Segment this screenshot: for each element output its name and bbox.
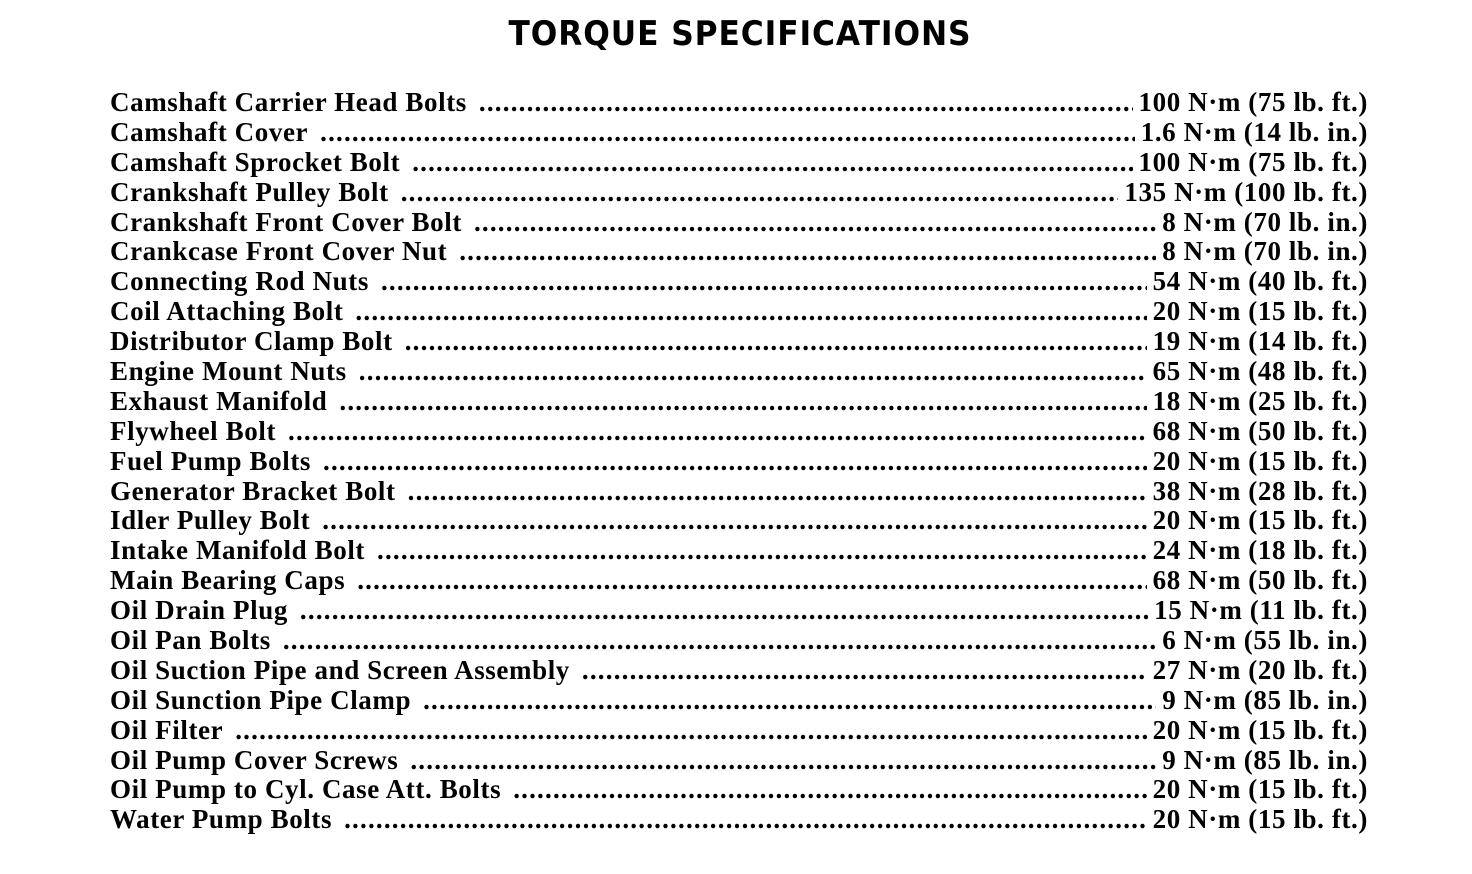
spec-row xyxy=(110,327,1368,357)
spec-name: Crankshaft Pulley Bolt xyxy=(110,176,389,207)
spec-name: Oil Sunction Pipe Clamp xyxy=(110,684,412,715)
spec-value: 18 N·m (25 lb. ft.) xyxy=(1152,385,1368,416)
dot-leader xyxy=(323,447,1147,477)
dot-leader xyxy=(235,716,1146,746)
spec-name: Flywheel Bolt xyxy=(110,415,277,446)
dot-leader xyxy=(283,626,1156,656)
spec-name: Engine Mount Nuts xyxy=(110,356,347,387)
dot-leader xyxy=(459,237,1156,267)
spec-row xyxy=(110,297,1368,327)
spec-name: Oil Pump Cover Screws xyxy=(110,744,399,775)
spec-row xyxy=(110,626,1368,656)
spec-row xyxy=(110,656,1368,686)
dot-leader xyxy=(412,148,1132,178)
spec-row xyxy=(110,805,1368,835)
spec-row xyxy=(110,387,1368,417)
page-title: TORQUE SPECIFICATIONS xyxy=(508,14,972,54)
spec-name: Crankcase Front Cover Nut xyxy=(110,236,448,267)
dot-leader xyxy=(359,357,1147,387)
dot-leader xyxy=(344,805,1147,835)
spec-value: 20 N·m (15 lb. ft.) xyxy=(1152,774,1368,805)
dot-leader xyxy=(300,596,1148,626)
spec-name: Oil Pan Bolts xyxy=(110,625,271,656)
dot-leader xyxy=(381,267,1147,297)
spec-name: Oil Filter xyxy=(110,714,224,745)
dot-leader xyxy=(408,477,1147,507)
spec-name: Idler Pulley Bolt xyxy=(110,505,311,536)
spec-row xyxy=(110,506,1368,536)
spec-name: Oil Drain Plug xyxy=(110,595,288,626)
spec-name: Camshaft Cover xyxy=(110,116,309,147)
spec-value: 20 N·m (15 lb. ft.) xyxy=(1152,714,1368,745)
spec-value: 68 N·m (50 lb. ft.) xyxy=(1152,565,1368,596)
dot-leader xyxy=(355,297,1146,327)
spec-name: Crankshaft Front Cover Bolt xyxy=(110,206,462,237)
dot-leader xyxy=(320,118,1135,148)
spec-value: 6 N·m (55 lb. in.) xyxy=(1162,625,1368,656)
spec-name: Generator Bracket Bolt xyxy=(110,475,396,506)
torque-spec-list xyxy=(110,88,1368,835)
spec-value: 68 N·m (50 lb. ft.) xyxy=(1152,415,1368,446)
dot-leader xyxy=(423,686,1156,716)
spec-value: 65 N·m (48 lb. ft.) xyxy=(1152,356,1368,387)
dot-leader xyxy=(582,656,1147,686)
spec-name: Distributor Clamp Bolt xyxy=(110,326,393,357)
spec-name: Camshaft Sprocket Bolt xyxy=(110,146,401,177)
dot-leader xyxy=(288,417,1147,447)
spec-name: Fuel Pump Bolts xyxy=(110,445,312,476)
spec-name: Main Bearing Caps xyxy=(110,565,346,596)
spec-value: 9 N·m (85 lb. in.) xyxy=(1162,684,1368,715)
spec-row xyxy=(110,536,1368,566)
spec-name: Oil Pump to Cyl. Case Att. Bolts xyxy=(110,774,502,805)
spec-row xyxy=(110,716,1368,746)
dot-leader xyxy=(322,506,1146,536)
spec-value: 20 N·m (15 lb. ft.) xyxy=(1152,445,1368,476)
dot-leader xyxy=(474,208,1156,238)
spec-name: Coil Attaching Bolt xyxy=(110,296,344,327)
spec-value: 135 N·m (100 lb. ft.) xyxy=(1124,176,1368,207)
spec-row xyxy=(110,237,1368,267)
spec-value: 27 N·m (20 lb. ft.) xyxy=(1152,654,1368,685)
spec-row xyxy=(110,775,1368,805)
dot-leader xyxy=(479,88,1133,118)
spec-row xyxy=(110,596,1368,626)
spec-row xyxy=(110,178,1368,208)
spec-value: 100 N·m (75 lb. ft.) xyxy=(1138,146,1368,177)
spec-name: Camshaft Carrier Head Bolts xyxy=(110,87,467,117)
spec-value: 100 N·m (75 lb. ft.) xyxy=(1138,87,1368,117)
spec-row xyxy=(110,88,1368,118)
spec-value: 24 N·m (18 lb. ft.) xyxy=(1152,535,1368,566)
spec-name: Connecting Rod Nuts xyxy=(110,266,369,297)
spec-value: 9 N·m (85 lb. in.) xyxy=(1162,744,1368,775)
spec-value: 54 N·m (40 lb. ft.) xyxy=(1152,266,1368,297)
spec-row xyxy=(110,357,1368,387)
spec-row xyxy=(110,447,1368,477)
spec-value: 20 N·m (15 lb. ft.) xyxy=(1152,804,1368,835)
spec-row xyxy=(110,746,1368,776)
spec-row xyxy=(110,477,1368,507)
dot-leader xyxy=(405,327,1147,357)
spec-value: 20 N·m (15 lb. ft.) xyxy=(1152,505,1368,536)
spec-row xyxy=(110,417,1368,447)
spec-value: 20 N·m (15 lb. ft.) xyxy=(1152,296,1368,327)
spec-row xyxy=(110,118,1368,148)
dot-leader xyxy=(410,746,1156,776)
spec-name: Water Pump Bolts xyxy=(110,804,333,835)
spec-value: 15 N·m (11 lb. ft.) xyxy=(1154,595,1368,626)
dot-leader xyxy=(377,536,1147,566)
spec-name: Oil Suction Pipe and Screen Assembly xyxy=(110,654,570,685)
spec-value: 38 N·m (28 lb. ft.) xyxy=(1152,475,1368,506)
dot-leader xyxy=(513,775,1146,805)
spec-name: Intake Manifold Bolt xyxy=(110,535,366,566)
spec-name: Exhaust Manifold xyxy=(110,385,328,416)
spec-value: 8 N·m (70 lb. in.) xyxy=(1162,206,1368,237)
spec-row xyxy=(110,148,1368,178)
spec-row xyxy=(110,267,1368,297)
spec-value: 8 N·m (70 lb. in.) xyxy=(1162,236,1368,267)
dot-leader xyxy=(357,566,1146,596)
dot-leader xyxy=(401,178,1119,208)
spec-row xyxy=(110,566,1368,596)
spec-value: 19 N·m (14 lb. ft.) xyxy=(1152,326,1368,357)
spec-row xyxy=(110,208,1368,238)
dot-leader xyxy=(339,387,1146,417)
spec-row xyxy=(110,686,1368,716)
spec-value: 1.6 N·m (14 lb. in.) xyxy=(1140,116,1368,147)
